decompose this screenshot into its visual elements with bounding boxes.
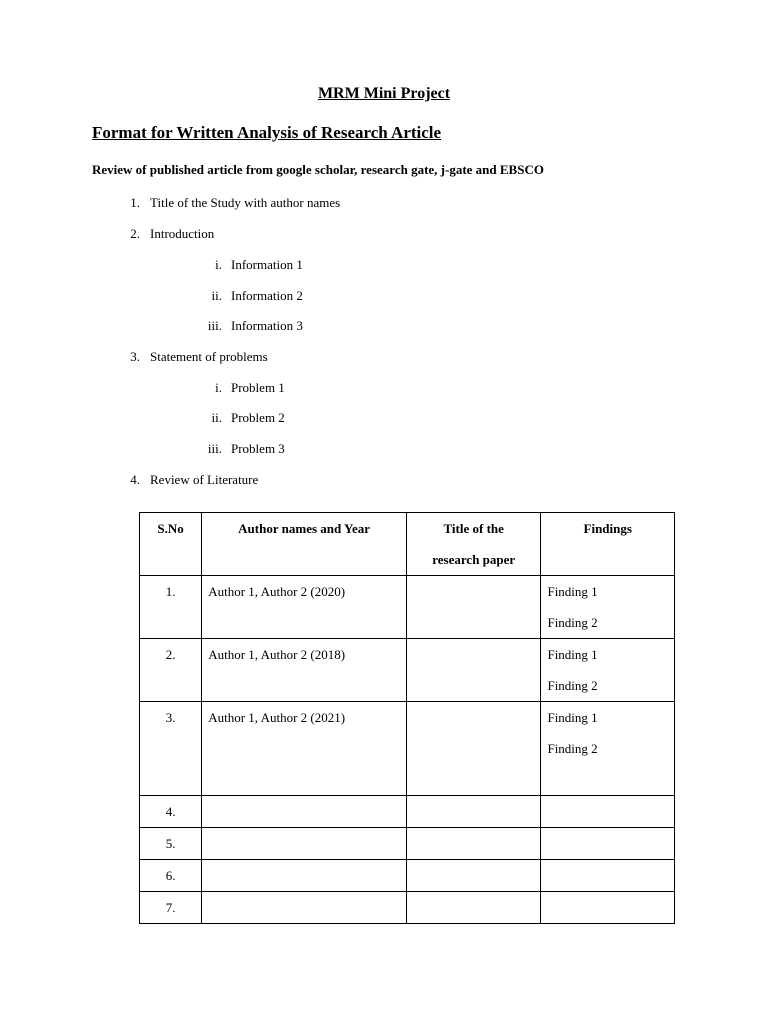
cell-title (406, 892, 541, 924)
cell-findings (541, 860, 675, 892)
table-row (140, 639, 675, 702)
cell-findings (541, 828, 675, 860)
cell-sno: 7. (140, 892, 202, 924)
cell-author: Author 1, Author 2 (2021) (202, 702, 407, 796)
table-row (140, 828, 675, 860)
cell-author: Author 1, Author 2 (2020) (202, 576, 407, 639)
list-text: Introduction (150, 226, 215, 241)
finding-1: Finding 1 (547, 647, 598, 662)
list-text: Title of the Study with author names (150, 195, 341, 210)
sub-text: Information 3 (231, 318, 303, 333)
table-row (140, 796, 675, 828)
sub-item-information-2 (194, 288, 303, 304)
cell-sno: 5. (140, 828, 202, 860)
cell-findings (541, 892, 675, 924)
finding-1: Finding 1 (547, 584, 598, 599)
cell-author: Author 1, Author 2 (2018) (202, 639, 407, 702)
document-title: MRM Mini Project (317, 85, 451, 102)
table-row (140, 892, 675, 924)
list-number: 1. (130, 195, 140, 210)
header-title-line-2: research paper (432, 552, 516, 567)
list-number: 3. (130, 349, 140, 364)
cell-sno: 4. (140, 796, 202, 828)
cell-title (406, 828, 541, 860)
literature-review-table (139, 512, 675, 924)
cell-findings (541, 796, 675, 828)
sub-item-information-1 (194, 257, 303, 273)
list-item-introduction (114, 226, 214, 242)
cell-author (202, 892, 407, 924)
list-item-title-of-study (114, 195, 340, 211)
cell-title (406, 576, 541, 639)
sub-text: Information 1 (231, 257, 303, 272)
sub-text: Problem 2 (231, 410, 285, 425)
cell-findings (541, 639, 675, 702)
header-sno: S.No (140, 513, 202, 576)
table-row (140, 860, 675, 892)
document-subtitle: Format for Written Analysis of Research Article (92, 123, 442, 142)
sub-item-problem-1 (194, 380, 285, 396)
cell-sno: 6. (140, 860, 202, 892)
cell-sno: 2. (140, 639, 202, 702)
list-item-review-of-literature (114, 472, 258, 488)
sub-item-problem-2 (194, 410, 285, 426)
sub-text: Problem 3 (231, 441, 285, 456)
roman-number: iii. (207, 441, 222, 456)
list-text: Statement of problems (150, 349, 268, 364)
header-findings: Findings (541, 513, 675, 576)
review-instruction: Review of published article from google scholar, research gate, j-gate and EBSCO (92, 162, 544, 177)
sub-text: Problem 1 (231, 380, 285, 395)
header-author-names-year: Author names and Year (202, 513, 407, 576)
roman-number: ii. (211, 410, 222, 425)
cell-sno: 1. (140, 576, 202, 639)
cell-title (406, 639, 541, 702)
table-row (140, 702, 675, 796)
cell-author (202, 796, 407, 828)
header-title-of-research-paper (406, 513, 541, 576)
header-title-line-1: Title of the (443, 521, 504, 536)
cell-title (406, 860, 541, 892)
list-number: 4. (130, 472, 140, 487)
roman-number: i. (215, 380, 222, 395)
cell-title (406, 702, 541, 796)
cell-findings (541, 576, 675, 639)
cell-author (202, 828, 407, 860)
finding-2: Finding 2 (547, 678, 598, 693)
roman-number: iii. (207, 318, 222, 333)
finding-2: Finding 2 (547, 741, 598, 756)
sub-item-information-3 (194, 318, 303, 334)
sub-text: Information 2 (231, 288, 303, 303)
cell-author (202, 860, 407, 892)
table-row (140, 576, 675, 639)
list-text: Review of Literature (150, 472, 259, 487)
finding-2: Finding 2 (547, 615, 598, 630)
cell-sno: 3. (140, 702, 202, 796)
table-header-row (140, 513, 675, 576)
sub-item-problem-3 (194, 441, 285, 457)
roman-number: i. (215, 257, 222, 272)
cell-findings (541, 702, 675, 796)
list-item-statement-of-problems (114, 349, 268, 365)
cell-title (406, 796, 541, 828)
list-number: 2. (130, 226, 140, 241)
roman-number: ii. (211, 288, 222, 303)
finding-1: Finding 1 (547, 710, 598, 725)
